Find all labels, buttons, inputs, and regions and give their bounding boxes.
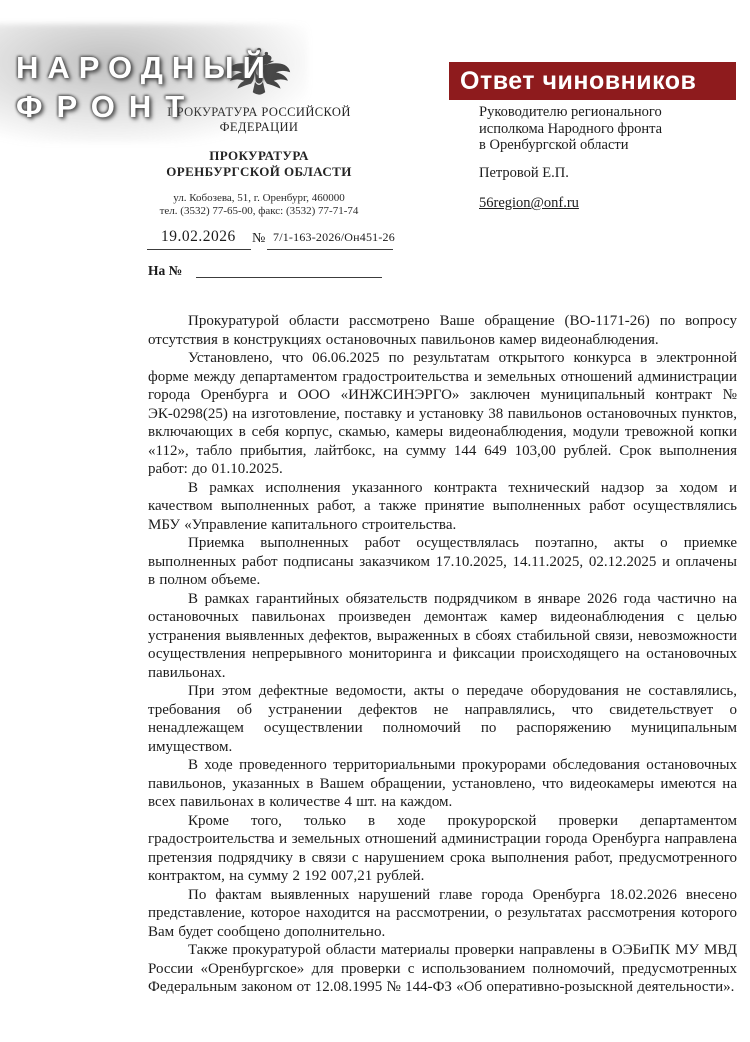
body-paragraph-5: В рамках гарантийных обязательств подрядчиком в январе 2026 года частично на остановочных павильонах произведен демонтаж камер видеонаблюдения с целью устранения выявленных дефектов, выраженных в сбоях стабильной связи, невозможности осуществления непрерывного мониторинга и фиксации происходящего на остановочных павильонах. (148, 590, 737, 681)
reply-to-underline (196, 277, 382, 278)
letter-date: 19.02.2026 (161, 228, 236, 245)
letter-body (148, 312, 737, 997)
body-paragraph-10: Также прокуратурой области материалы проверки направлены в ОЭБиПК МУ МВД России «Оренбургское» для проверки с использованием полномочий, предусмотренных Федеральным законом от 12.08.1995 № 144-ФЗ «Об оперативно-розыскной деятельности». (148, 942, 737, 995)
narodny-front-logo (16, 50, 274, 125)
body-paragraph-1: Прокуратурой области рассмотрено Ваше обращение (ВО-1171-26) по вопросу отсутствия в конструкциях остановочных павильонов камер видеонаблюдения. (148, 313, 737, 348)
body-paragraph-8: Кроме того, только в ходе прокурорской проверки департаментом градостроительства и земельных отношений администрации города Оренбурга направлена претензия подрядчику в связи с нарушением срока выполнения работ, предусмотренного контрактом, на сумму 2 192 007,21 рублей. (148, 812, 737, 884)
org-address-line-1: ул. Кобозева, 51, г. Оренбург, 460000 (173, 192, 345, 204)
recipient-email-link[interactable]: 56region@onf.ru (479, 195, 579, 211)
outgoing-number: 7/1-163-2026/Он451-26 (273, 230, 395, 244)
officials-answer-banner (449, 62, 736, 100)
body-paragraph-4: Приемка выполненных работ осуществлялась поэтапно, акты о приемке выполненных работ подписаны заказчиком 17.10.2025, 14.11.2025, 02.12.2025 и оплачены в полном объеме. (148, 535, 737, 588)
banner-label: Ответ чиновников (460, 67, 697, 95)
recipient-block (479, 104, 734, 212)
number-sign-label: № (252, 231, 266, 246)
org-regional-line-2: ОРЕНБУРГСКОЙ ОБЛАСТИ (166, 164, 352, 179)
org-federation-line-2: ФЕДЕРАЦИИ (219, 119, 299, 134)
org-address (142, 192, 376, 218)
body-paragraph-2: Установлено, что 06.06.2025 по результатам открытого конкурса в электронной форме между департаментом градостроительства и земельных отношений администрации города Оренбурга и ООО «ИНЖСИНЭРГО» заключен муниципальный контракт № ЭК-0298(25) на изготовление, поставку и установку 38 павильонов остановочных пунктов, включающих в себя корпус, скамью, камеры видеонаблюдения, модули тревожной копки «112», табло прибытия, лайтбокс, на сумму 144 649 103,00 рублей. Срок выполнения работ: до 01.10.2025. (148, 350, 737, 477)
logo-line-2: ФРОНТ (16, 89, 199, 124)
recipient-line-2: исполкома Народного фронта (479, 120, 663, 137)
org-regional-line-1: ПРОКУРАТУРА (209, 148, 309, 163)
recipient-line-3: в Оренбургской области (479, 137, 629, 153)
date-underline (147, 249, 251, 250)
org-federation-line-1: ПРОКУРАТУРА РОССИЙСКОЙ (167, 105, 351, 119)
body-paragraph-7: В ходе проведенного территориальными прокурорами обследования остановочных павильонов, указанных в Вашем обращении, установлено, что видеокамеры имеются на всех павильонах в количестве 4 шт. на каждом. (148, 757, 737, 810)
recipient-name: Петровой Е.П. (479, 164, 569, 181)
reply-to-label: На № (148, 263, 183, 278)
recipient-line-1: Руководителю регионального (479, 104, 662, 120)
number-underline (267, 249, 393, 250)
org-address-line-2: тел. (3532) 77-65-00, факс: (3532) 77-71-74 (159, 205, 359, 217)
body-paragraph-3: В рамках исполнения указанного контракта технический надзор за ходом и качеством выполненных работ, а также принятие выполненных работ осуществлялись МБУ «Управление капитального строительства. (148, 479, 737, 533)
body-paragraph-6: При этом дефектные ведомости, акты о передаче оборудования не составлялись, требования об устранении дефектов не направлялись, что свидетельствует о ненадлежащем осуществлении полномочий по распоряжению муниципальным имуществом. (148, 683, 737, 755)
logo-line-1: НАРОДНЫЙ (16, 50, 274, 85)
org-regional-title (142, 148, 376, 180)
body-paragraph-9: По фактам выявленных нарушений главе города Оренбурга 18.02.2026 внесено представление, которое находится на рассмотрении, о результатах рассмотрения которого Вам будет сообщено дополнительно. (148, 886, 737, 940)
